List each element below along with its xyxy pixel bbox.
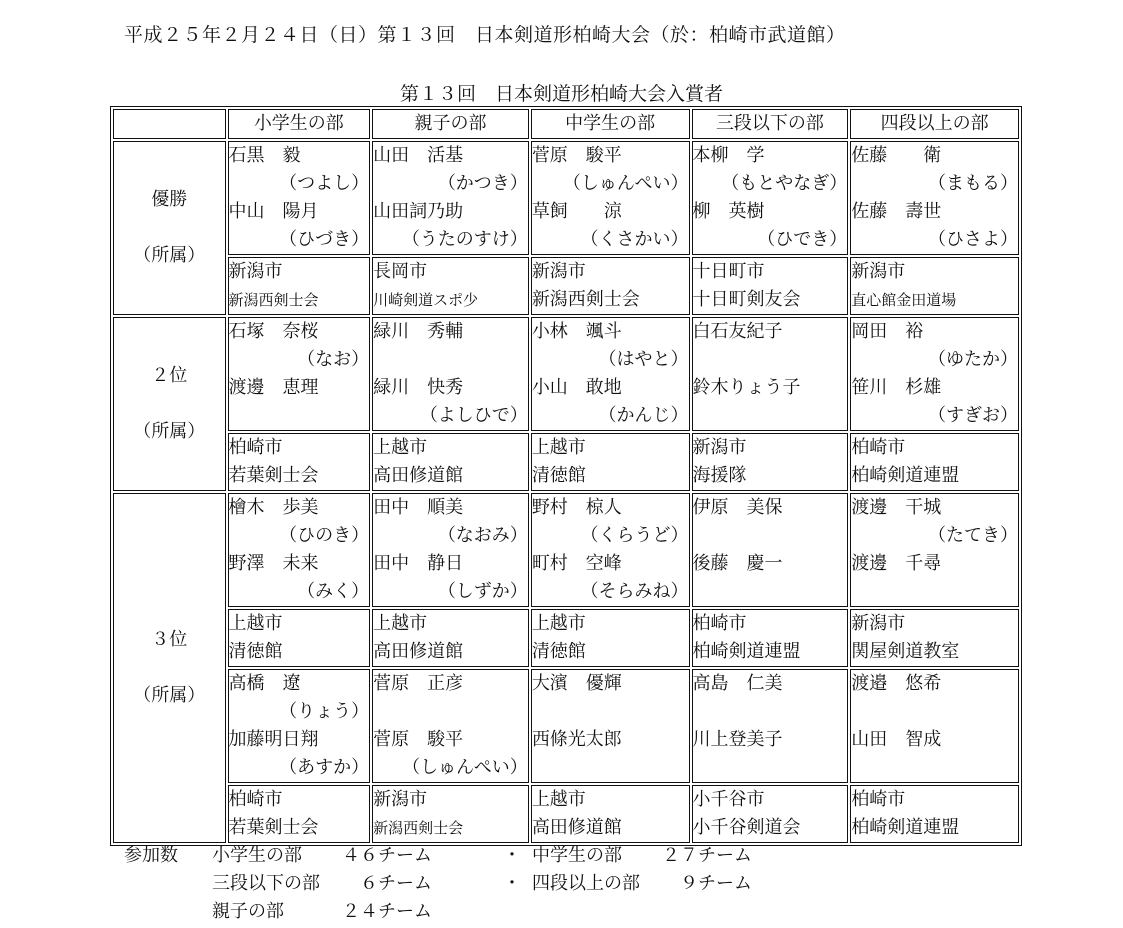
- first-place-affiliation-row: [113, 257, 1019, 315]
- player-name: 山田 智成: [851, 729, 942, 750]
- team-count: ２７チーム: [662, 845, 752, 866]
- player-name: 佐藤 壽世: [851, 201, 942, 222]
- player-reading: （なおみ）: [437, 525, 528, 546]
- affiliation-cell: [692, 433, 849, 491]
- player-reading: （たてき）: [928, 525, 1018, 546]
- participation-label-spacer: [124, 870, 212, 898]
- affiliation-cell: [850, 433, 1019, 491]
- winner-cell: [228, 669, 371, 783]
- player-name: 小山 敢地: [531, 377, 622, 398]
- affiliation-cell: [531, 609, 690, 667]
- club: 高田修道館: [373, 641, 464, 662]
- rank-label: ２位: [151, 365, 188, 386]
- player-name: 白石友紀子: [692, 321, 783, 342]
- player-reading: （みく）: [297, 581, 370, 602]
- team-count: ４６チーム: [342, 845, 432, 866]
- third-place-names-row-b: [113, 669, 1019, 783]
- rank-spacer: [114, 654, 225, 682]
- player-name: 田中 順美: [373, 497, 464, 518]
- player-name: 菅原 駿平: [373, 729, 464, 750]
- city: 柏崎市: [692, 613, 747, 634]
- third-place-affiliation-row-a: [113, 609, 1019, 667]
- player-name: 緑川 秀輔: [373, 321, 464, 342]
- third-place-affiliation-row-b: [113, 785, 1019, 843]
- player-name: 渡邊 千尋: [851, 553, 942, 574]
- player-reading: （かつき）: [437, 173, 528, 194]
- rank-spacer: [114, 390, 225, 418]
- player-reading: （よしひで）: [419, 405, 528, 426]
- club: 小千谷剣道会: [692, 817, 801, 838]
- player-reading: （まもる）: [928, 173, 1018, 194]
- player-reading: （くさかい）: [580, 229, 689, 250]
- first-place-names-row: [113, 141, 1019, 255]
- participation-row: [124, 870, 812, 898]
- header-row: [113, 109, 1019, 139]
- city: 新潟市: [373, 789, 428, 810]
- second-place-names-row: [113, 317, 1019, 431]
- player-name: 渡邉 悠希: [851, 673, 942, 694]
- player-reading: [693, 578, 848, 606]
- affiliation-cell: [228, 257, 371, 315]
- player-name: 田中 静日: [373, 553, 464, 574]
- affiliation-label: （所属）: [133, 685, 206, 706]
- winner-cell: [692, 141, 849, 255]
- affiliation-cell: [372, 785, 529, 843]
- player-reading: （すぎお）: [928, 405, 1018, 426]
- player-name: 檜木 歩美: [228, 497, 319, 518]
- winner-cell: [850, 669, 1019, 783]
- team-count: ２４チーム: [342, 901, 432, 922]
- rank-cell-first: [113, 141, 226, 315]
- player-reading: （りょう）: [279, 701, 370, 722]
- winner-cell: [228, 141, 371, 255]
- city: 上越市: [373, 437, 428, 458]
- player-name: 笹川 杉雄: [851, 377, 942, 398]
- club: 若葉剣士会: [228, 465, 319, 486]
- winner-cell: [850, 493, 1019, 607]
- participation-label-spacer: [124, 898, 212, 926]
- affiliation-cell: [692, 257, 849, 315]
- winner-cell: [228, 493, 371, 607]
- team-count: ６チーム: [360, 873, 432, 894]
- player-reading: （ひでき）: [757, 229, 848, 250]
- affiliation-label: （所属）: [133, 245, 206, 266]
- player-reading: （ゆたか）: [928, 349, 1018, 370]
- player-name: 川上登美子: [692, 729, 783, 750]
- affiliation-cell: [228, 785, 371, 843]
- player-name: 鈴木りょう子: [692, 377, 801, 398]
- club: 海援隊: [692, 465, 747, 486]
- rank-cell-second: [113, 317, 226, 491]
- player-reading: （なお）: [297, 349, 370, 370]
- affiliation-cell: [228, 433, 371, 491]
- player-reading: [532, 754, 689, 782]
- rank-label: ３位: [151, 629, 188, 650]
- player-reading: （あすか）: [279, 757, 370, 778]
- player-name: 石塚 奈桜: [228, 321, 319, 342]
- city: 上越市: [373, 613, 428, 634]
- player-reading: （ひづき）: [279, 229, 370, 250]
- player-reading: [693, 402, 848, 430]
- club: 清徳館: [531, 465, 586, 486]
- player-name: 菅原 正彦: [373, 673, 464, 694]
- participation-row: [124, 898, 812, 926]
- club: 新潟西剣士会: [373, 819, 464, 837]
- player-name: 石黒 毅: [228, 145, 301, 166]
- affiliation-cell: [692, 609, 849, 667]
- club: 高田修道館: [373, 465, 464, 486]
- affiliation-cell: [372, 609, 529, 667]
- page-header: 平成２５年２月２４日（日）第１３回 日本剣道形柏崎大会（於：柏崎市武道館）: [124, 24, 846, 46]
- affiliation-cell: [850, 609, 1019, 667]
- player-name: 佐藤 衛: [851, 145, 942, 166]
- second-place-affiliation-row: [113, 433, 1019, 491]
- player-name: 小林 颯斗: [531, 321, 622, 342]
- club: 柏崎剣道連盟: [851, 817, 960, 838]
- winner-cell: [531, 141, 690, 255]
- player-reading: （しゅんぺい）: [562, 173, 689, 194]
- player-name: 野澤 未来: [228, 553, 319, 574]
- winner-cell: [372, 317, 529, 431]
- player-reading: [851, 754, 1018, 782]
- player-reading: （そらみね）: [580, 581, 689, 602]
- club: 柏崎剣道連盟: [851, 465, 960, 486]
- affiliation-cell: [531, 257, 690, 315]
- division-name: 中学生の部: [532, 845, 622, 866]
- city: 新潟市: [228, 261, 283, 282]
- city: 上越市: [228, 613, 283, 634]
- city: 柏崎市: [851, 789, 906, 810]
- player-name: 菅原 駿平: [531, 145, 622, 166]
- player-name: 町村 空峰: [531, 553, 622, 574]
- player-reading: （かんじ）: [598, 405, 689, 426]
- column-header: 小学生の部: [228, 109, 371, 139]
- player-reading: [373, 698, 528, 726]
- player-name: 岡田 裕: [851, 321, 924, 342]
- division-name: 小学生の部: [212, 845, 302, 866]
- player-reading: （つよし）: [279, 173, 370, 194]
- city: 長岡市: [373, 261, 428, 282]
- player-reading: （しずか）: [437, 581, 528, 602]
- column-header: 親子の部: [372, 109, 529, 139]
- table-title: 第１３回 日本剣道形柏崎大会入賞者: [399, 83, 723, 105]
- player-name: 後藤 慶一: [692, 553, 783, 574]
- affiliation-cell: [372, 257, 529, 315]
- player-name: 中山 陽月: [228, 201, 319, 222]
- player-name: 大濱 優輝: [531, 673, 622, 694]
- separator: ・: [503, 873, 521, 894]
- city: 柏崎市: [851, 437, 906, 458]
- winner-cell: [692, 317, 849, 431]
- results-table: [110, 106, 1022, 846]
- player-reading: （もとやなぎ）: [721, 173, 848, 194]
- player-reading: （うたのすけ）: [401, 229, 528, 250]
- club: 高田修道館: [531, 817, 622, 838]
- player-reading: [693, 346, 848, 374]
- player-name: 本柳 学: [692, 145, 765, 166]
- winner-cell: [850, 141, 1019, 255]
- player-reading: [851, 578, 1018, 606]
- player-name: 伊原 美保: [692, 497, 783, 518]
- city: 十日町市: [692, 261, 765, 282]
- participation-row: [124, 842, 812, 870]
- city: 上越市: [531, 437, 586, 458]
- player-reading: [532, 698, 689, 726]
- third-place-names-row-a: [113, 493, 1019, 607]
- participation-label: 参加数: [124, 845, 178, 866]
- player-reading: （しゅんぺい）: [402, 757, 528, 778]
- city: 小千谷市: [692, 789, 765, 810]
- club: 直心館金田道場: [851, 291, 957, 309]
- city: 新潟市: [851, 261, 906, 282]
- player-name: 渡邊 干城: [851, 497, 942, 518]
- affiliation-cell: [692, 785, 849, 843]
- player-reading: （ひのき）: [279, 525, 370, 546]
- rank-cell-third: [113, 493, 226, 843]
- winner-cell: [372, 669, 529, 783]
- city: 新潟市: [692, 437, 747, 458]
- club: 若葉剣士会: [228, 817, 319, 838]
- club: 十日町剣友会: [692, 289, 801, 310]
- player-reading: [693, 754, 848, 782]
- winner-cell: [228, 317, 371, 431]
- affiliation-cell: [531, 785, 690, 843]
- player-reading: [693, 698, 848, 726]
- player-name: 渡邊 恵理: [228, 377, 319, 398]
- player-name: 高橋 遼: [228, 673, 301, 694]
- division-name: 三段以下の部: [212, 873, 320, 894]
- player-name: 草飼 涼: [531, 201, 622, 222]
- affiliation-cell: [850, 785, 1019, 843]
- player-reading: （はやと）: [598, 349, 689, 370]
- club: 新潟西剣士会: [531, 289, 640, 310]
- affiliation-cell: [531, 433, 690, 491]
- player-name: 山田 活基: [373, 145, 464, 166]
- player-reading: [851, 698, 1018, 726]
- rank-label: 優勝: [151, 189, 188, 210]
- winner-cell: [531, 317, 690, 431]
- column-header: 三段以下の部: [692, 109, 849, 139]
- affiliation-cell: [228, 609, 371, 667]
- participation-summary: [124, 842, 812, 926]
- club: 清徳館: [531, 641, 586, 662]
- division-name: 四段以上の部: [532, 873, 640, 894]
- city: 新潟市: [531, 261, 586, 282]
- affiliation-label: （所属）: [133, 421, 206, 442]
- affiliation-cell: [372, 433, 529, 491]
- player-name: 柳 英樹: [692, 201, 765, 222]
- winner-cell: [531, 493, 690, 607]
- city: 上越市: [531, 613, 586, 634]
- column-header: 中学生の部: [531, 109, 690, 139]
- column-header: 四段以上の部: [850, 109, 1019, 139]
- club: 柏崎剣道連盟: [692, 641, 801, 662]
- player-reading: [373, 346, 528, 374]
- club: 新潟西剣士会: [228, 291, 319, 309]
- player-name: 緑川 快秀: [373, 377, 464, 398]
- header-empty-cell: [113, 109, 226, 139]
- winner-cell: [372, 493, 529, 607]
- player-reading: [229, 402, 370, 430]
- city: 柏崎市: [228, 437, 283, 458]
- player-reading: [693, 522, 848, 550]
- player-name: 山田詞乃助: [373, 201, 464, 222]
- winner-cell: [531, 669, 690, 783]
- city: 上越市: [531, 789, 586, 810]
- club: 関屋剣道教室: [851, 641, 960, 662]
- player-reading: （ひさよ）: [928, 229, 1018, 250]
- winner-cell: [692, 493, 849, 607]
- city: 柏崎市: [228, 789, 283, 810]
- winner-cell: [692, 669, 849, 783]
- division-name: 親子の部: [212, 901, 284, 922]
- player-name: 高島 仁美: [692, 673, 783, 694]
- winner-cell: [372, 141, 529, 255]
- player-name: 野村 椋人: [531, 497, 622, 518]
- rank-spacer: [114, 214, 225, 242]
- player-name: 加藤明日翔: [228, 729, 319, 750]
- player-name: 西條光太郎: [531, 729, 622, 750]
- team-count: ９チーム: [680, 873, 752, 894]
- player-reading: （くらうど）: [580, 525, 689, 546]
- club: 清徳館: [228, 641, 283, 662]
- separator: ・: [503, 845, 521, 866]
- city: 新潟市: [851, 613, 906, 634]
- winner-cell: [850, 317, 1019, 431]
- affiliation-cell: [850, 257, 1019, 315]
- club: 川崎剣道スポ少: [373, 291, 479, 309]
